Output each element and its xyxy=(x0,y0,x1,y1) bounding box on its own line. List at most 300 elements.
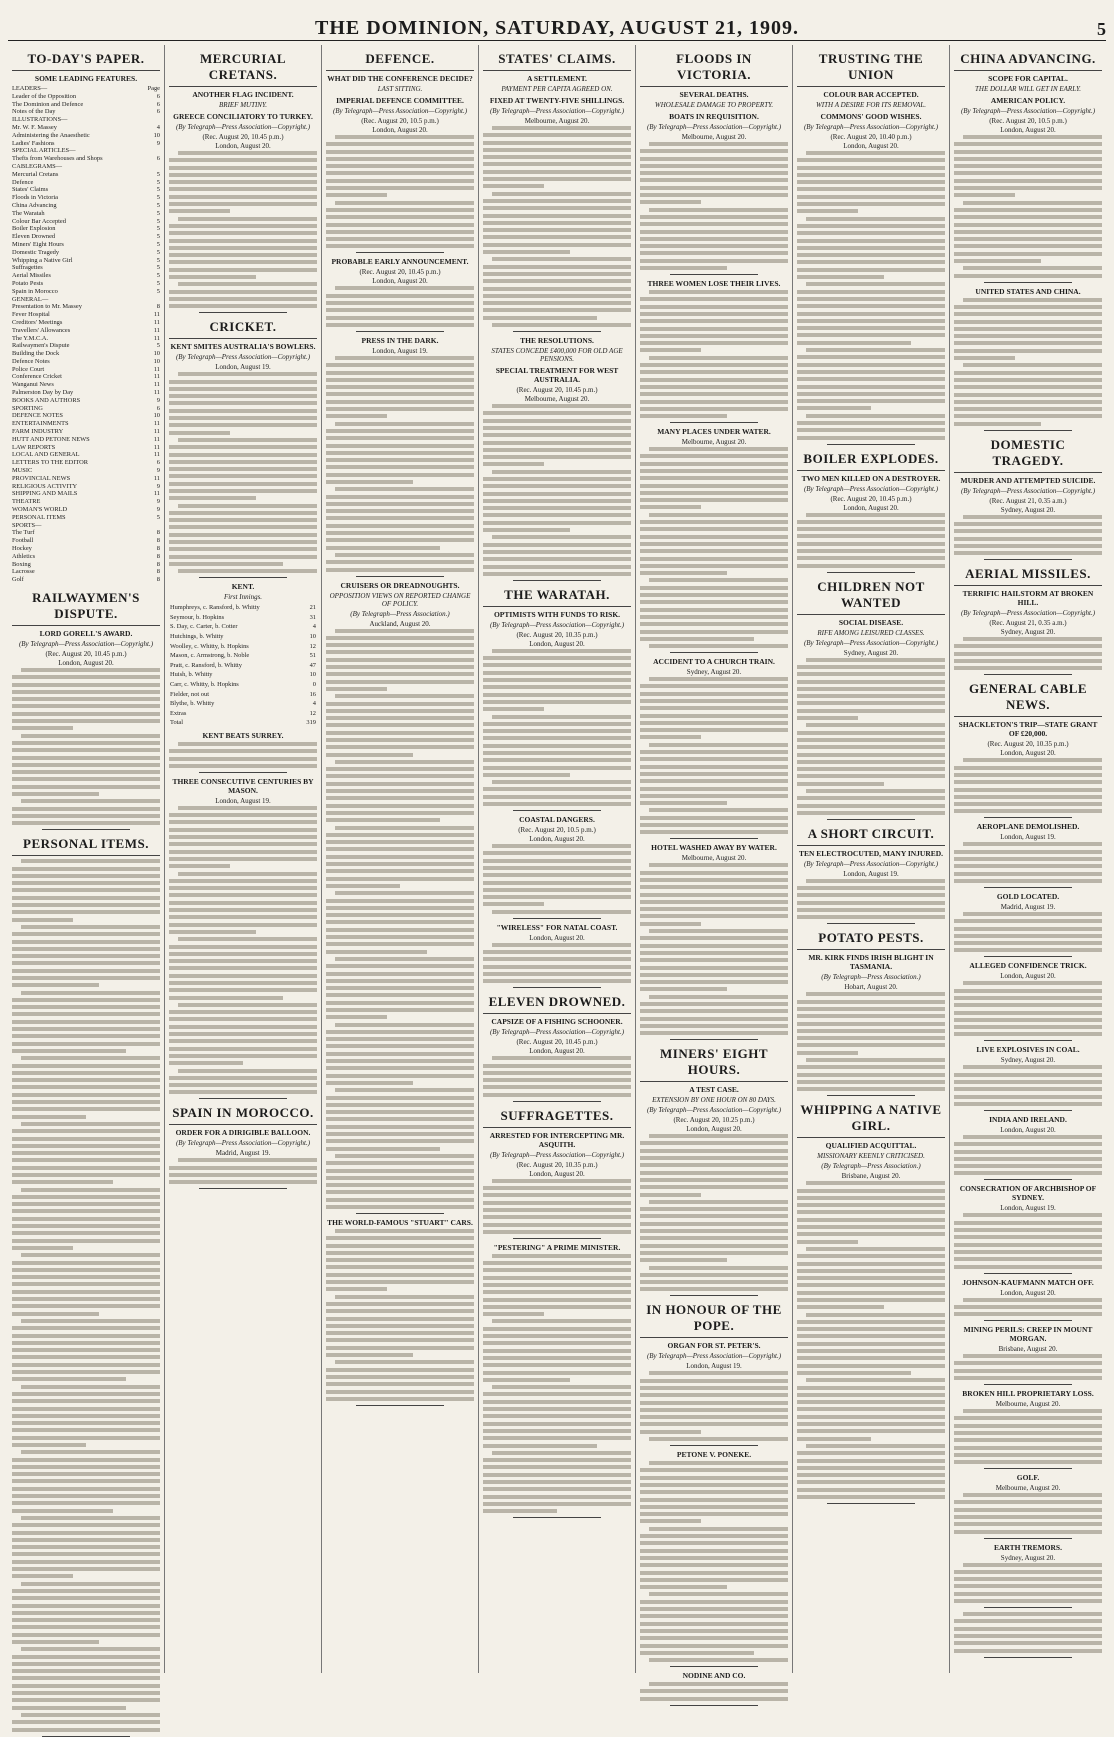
body-text-line xyxy=(12,1625,160,1629)
body-text-line xyxy=(483,1495,631,1499)
body-text-line xyxy=(178,1158,317,1162)
body-text-line xyxy=(12,903,160,907)
body-text-line xyxy=(954,1641,1102,1645)
body-text-line xyxy=(12,683,160,687)
body-text-line xyxy=(954,989,1102,993)
body-text-line xyxy=(483,1085,631,1089)
body-text-line xyxy=(640,1585,727,1589)
body-text-line xyxy=(169,757,317,761)
article-rule xyxy=(670,838,759,839)
body-text-line xyxy=(12,1180,113,1184)
body-text-line xyxy=(169,525,317,529)
body-text-line xyxy=(797,701,945,705)
article-dateline: London, August 20. xyxy=(372,126,428,134)
contents-page: 5 xyxy=(156,513,160,521)
article-rule xyxy=(199,312,288,313)
article-dateline: London, August 19. xyxy=(372,346,428,355)
body-text-line xyxy=(169,850,317,854)
article-subhead-secondary: LAST SITTING. xyxy=(377,85,423,93)
body-text-line xyxy=(954,230,1102,234)
body-text-line xyxy=(954,1431,1102,1435)
article-subhead: PRESS IN THE DARK. xyxy=(361,335,439,345)
article-rule xyxy=(984,1179,1073,1180)
body-text-line xyxy=(797,760,945,764)
body-text-line xyxy=(169,1039,317,1043)
article-rule xyxy=(670,1039,759,1040)
article-rule xyxy=(356,576,445,577)
body-text-line xyxy=(640,1393,788,1397)
body-text-line xyxy=(954,1627,1102,1631)
body-text-line xyxy=(12,1144,160,1148)
body-text-block xyxy=(954,135,1102,278)
contents-page: 11 xyxy=(153,311,160,319)
body-text-line xyxy=(12,1290,160,1294)
article-rule xyxy=(356,1405,445,1406)
column-5 xyxy=(636,45,793,1681)
body-text-line xyxy=(12,1407,160,1411)
body-text-line xyxy=(326,385,474,389)
contents-label: Athletics xyxy=(12,552,36,560)
body-text-line xyxy=(640,297,788,301)
contents-label: Potato Pests xyxy=(12,279,44,287)
body-text-block xyxy=(640,1371,788,1441)
body-text-line xyxy=(169,467,317,471)
contents-row xyxy=(12,350,160,358)
body-text-line xyxy=(483,766,631,770)
body-text-line xyxy=(797,1203,945,1207)
body-text-line xyxy=(326,1052,474,1056)
body-text-line xyxy=(483,1502,631,1506)
body-text-line xyxy=(797,1422,945,1426)
body-text-line xyxy=(954,400,1102,404)
body-text-block xyxy=(640,677,788,834)
article-subhead: MANY PLACES UNDER WATER. xyxy=(657,427,771,437)
body-text-line xyxy=(640,259,788,263)
contents-page: 6 xyxy=(156,459,160,467)
body-text-line xyxy=(326,884,400,888)
contents-row xyxy=(12,553,160,561)
body-text-line xyxy=(12,1078,160,1082)
body-text-line xyxy=(326,516,474,520)
body-text-line xyxy=(640,1408,788,1412)
body-text-line xyxy=(640,615,788,619)
body-text-line xyxy=(326,723,474,727)
contents-row xyxy=(12,257,160,265)
article-rule xyxy=(984,430,1073,431)
body-text-line xyxy=(954,1438,1102,1442)
contents-label: Administering the Anaesthetic xyxy=(12,131,90,139)
contents-page: 11 xyxy=(153,428,160,436)
article-dateline: London, August 20. xyxy=(1000,1125,1056,1134)
article-received: (Rec. August 20, 10.45 p.m.) xyxy=(45,650,127,658)
body-text-line xyxy=(954,1530,1102,1534)
body-text-line xyxy=(640,1163,788,1167)
contents-page: 4 xyxy=(156,123,160,131)
body-text-line xyxy=(335,553,474,557)
article-subhead: WHAT DID THE CONFERENCE DECIDE? xyxy=(327,74,473,83)
body-text-line xyxy=(640,1193,701,1197)
body-text-line xyxy=(640,571,727,575)
body-text-line xyxy=(640,1287,788,1291)
body-text-line xyxy=(649,1437,788,1441)
body-text-line xyxy=(483,492,631,496)
article-subhead: SHACKLETON'S TRIP—STATE GRANT OF £20,000. xyxy=(958,720,1098,739)
body-text-line xyxy=(326,643,474,647)
body-text-line xyxy=(326,1353,413,1357)
body-text-line xyxy=(326,392,474,396)
article-dateline: London, August 20. xyxy=(215,142,271,150)
body-text-line xyxy=(963,1065,1102,1069)
body-text-line xyxy=(483,294,631,298)
article-subhead: JOHNSON-KAUFMANN MATCH OFF. xyxy=(962,1277,1094,1287)
body-text-line xyxy=(169,290,317,294)
contents-page: 5 xyxy=(156,178,160,186)
body-text-line xyxy=(963,1563,1102,1567)
body-text-line xyxy=(640,980,788,984)
body-text-line xyxy=(797,326,945,330)
body-text-line xyxy=(12,1706,126,1710)
body-text-line xyxy=(483,902,544,906)
contents-label: MUSIC xyxy=(12,467,33,475)
body-text-line xyxy=(640,1149,788,1153)
batsman: Carr, c. Whitty, b. Hopkins xyxy=(170,681,239,688)
body-text-line xyxy=(169,166,317,170)
body-text-line xyxy=(326,716,474,720)
body-text-line xyxy=(797,1232,945,1236)
body-text-line xyxy=(12,1436,160,1440)
contents-page: 10 xyxy=(153,131,160,139)
body-text-line xyxy=(954,1460,1102,1464)
body-text-block xyxy=(954,981,1102,1036)
article-credit: (By Telegraph—Press Association—Copyright.) xyxy=(960,107,1096,115)
body-text-line xyxy=(169,409,317,413)
contents-label: PROVINCIAL NEWS xyxy=(12,474,71,482)
body-text-line xyxy=(326,436,474,440)
body-text-line xyxy=(12,1458,160,1462)
body-text-line xyxy=(12,814,160,818)
body-text-line xyxy=(326,407,474,411)
article-dateline: Melbourne, August 20. xyxy=(681,438,747,447)
article-rule xyxy=(984,559,1073,560)
body-text-line xyxy=(954,1369,1102,1373)
contents-row xyxy=(12,296,160,304)
article-dateline: London, August 20. xyxy=(529,933,585,942)
article-subhead: MR. KIRK FINDS IRISH BLIGHT IN TASMANIA. xyxy=(808,953,934,972)
article-rule xyxy=(513,987,602,988)
body-text-line xyxy=(169,268,317,272)
body-text-line xyxy=(640,1636,788,1640)
body-text-line xyxy=(12,1027,160,1031)
contents-label: FARM INDUSTRY xyxy=(12,428,64,436)
body-text-line xyxy=(326,171,474,175)
body-text-line xyxy=(326,150,474,154)
contents-label: The Turf xyxy=(12,529,35,537)
article-rule xyxy=(199,1188,288,1189)
body-text-line xyxy=(797,731,945,735)
body-text-line xyxy=(640,348,701,352)
body-text-line xyxy=(797,341,911,345)
body-text-line xyxy=(12,1370,160,1374)
body-text-line xyxy=(640,327,788,331)
body-text-line xyxy=(12,756,160,760)
article-subhead-secondary: WITH A DESIRE FOR ITS REMOVAL. xyxy=(815,101,927,109)
body-text-line xyxy=(169,401,317,405)
body-text-line xyxy=(640,1644,788,1648)
body-text-line xyxy=(326,1147,440,1151)
article-credit: (By Telegraph—Press Association—Copyright.) xyxy=(803,859,939,868)
body-text-line xyxy=(640,1430,701,1434)
body-text-line xyxy=(797,804,945,808)
body-text-line xyxy=(483,957,631,961)
body-text-line xyxy=(492,126,631,130)
body-text-line xyxy=(326,1331,474,1335)
article-subhead: THE RESOLUTIONS. xyxy=(520,336,594,346)
article-dateline: London, August 20. xyxy=(1000,749,1056,758)
body-text-line xyxy=(954,857,1102,861)
article-rule xyxy=(984,1384,1073,1385)
body-text-line xyxy=(954,1018,1102,1022)
body-text-line xyxy=(12,1509,113,1513)
body-text-line xyxy=(640,564,788,568)
contents-label: Police Court xyxy=(12,365,45,373)
article-rule xyxy=(513,580,602,581)
body-text-line xyxy=(954,644,1102,648)
body-text-line xyxy=(954,1073,1102,1077)
body-text-line xyxy=(483,1509,557,1513)
body-text-line xyxy=(326,1236,474,1240)
runs: 10 xyxy=(309,633,316,641)
contents-page: 11 xyxy=(153,443,160,451)
body-text-block xyxy=(797,513,945,568)
body-text-block xyxy=(954,1612,1102,1652)
body-text-line xyxy=(806,1378,945,1382)
body-text-line xyxy=(797,253,945,257)
body-text-line xyxy=(326,1001,474,1005)
column-headline: FLOODS IN VICTORIA. xyxy=(640,49,788,87)
body-text-line xyxy=(12,1421,160,1425)
article-received: (Rec. August 20, 10.45 p.m.) xyxy=(516,1038,598,1047)
body-text-line xyxy=(640,914,788,918)
runs: 47 xyxy=(309,661,316,669)
body-text-line xyxy=(797,564,945,568)
article-subhead: TWO MEN KILLED ON A DESTROYER. xyxy=(801,473,941,483)
contents-label: WOMAN'S WORLD xyxy=(12,506,68,514)
body-text-line xyxy=(169,1180,317,1184)
body-text-line xyxy=(178,937,317,941)
article-subhead: QUALIFIED ACQUITTAL. xyxy=(825,1141,917,1151)
body-text-line xyxy=(12,1567,160,1571)
body-text-line xyxy=(12,1377,126,1381)
body-text-line xyxy=(483,1392,631,1396)
body-text-line xyxy=(326,1110,474,1114)
contents-row xyxy=(12,163,160,171)
article-dateline: London, August 20. xyxy=(58,659,114,667)
body-text-line xyxy=(954,948,1102,952)
body-text-line xyxy=(483,411,631,415)
body-text-line xyxy=(649,447,788,451)
contents-row xyxy=(12,373,160,381)
body-text-line xyxy=(169,445,317,449)
contents-label: Leader of the Opposition xyxy=(12,92,77,100)
batsman: Humphreys, c. Ransford, b. Whitty xyxy=(170,604,260,612)
body-text-line xyxy=(326,215,474,219)
body-text-line xyxy=(483,1363,631,1367)
article-rule xyxy=(827,1095,916,1096)
body-text-line xyxy=(169,224,317,228)
body-text-line xyxy=(483,1429,631,1433)
body-text-line xyxy=(483,851,631,855)
article-credit: (By Telegraph—Press Association—Copyright.) xyxy=(803,123,939,131)
contents-page: 8 xyxy=(156,568,160,576)
body-text-line xyxy=(640,958,788,962)
body-text-line xyxy=(649,929,788,933)
article-rule xyxy=(670,422,759,423)
body-text-line xyxy=(492,1385,631,1389)
article-rule xyxy=(42,829,131,830)
body-text-line xyxy=(12,1246,73,1250)
article-received: (Rec. August 21, 0.35 a.m.) xyxy=(989,619,1067,628)
body-text-line xyxy=(326,223,474,227)
body-text-line xyxy=(640,178,788,182)
body-text-line xyxy=(169,959,317,963)
contents-label: The Y.M.C.A. xyxy=(12,334,49,342)
body-text-line xyxy=(326,818,440,822)
contents-row xyxy=(12,506,160,514)
body-text-line xyxy=(178,372,317,376)
article-subhead-secondary: BRIEF MUTINY. xyxy=(219,101,267,109)
body-text-line xyxy=(806,992,945,996)
body-text-line xyxy=(640,823,788,827)
body-text-line xyxy=(806,879,945,883)
contents-label: Creditors' Meetings xyxy=(12,318,63,326)
body-text-block xyxy=(483,943,631,983)
body-text-line xyxy=(649,208,788,212)
body-text-line xyxy=(954,150,1102,154)
column-headline: TRUSTING THE UNION xyxy=(797,49,945,87)
body-text-line xyxy=(169,253,317,257)
body-text-line xyxy=(326,913,474,917)
body-text-line xyxy=(12,1596,160,1600)
body-text-line xyxy=(797,680,945,684)
scorecard-title: KENT. xyxy=(231,582,255,592)
body-text-line xyxy=(797,901,945,905)
body-text-line xyxy=(954,934,1102,938)
contents-page: Page xyxy=(147,85,160,92)
body-text-line xyxy=(326,1176,474,1180)
runs: 4 xyxy=(312,623,316,631)
article-subhead: CONSECRATION OF ARCHBISHOP OF SYDNEY. xyxy=(959,1184,1097,1203)
body-text-line xyxy=(326,636,474,640)
body-text-line xyxy=(483,462,544,466)
article-subhead: "WIRELESS" FOR NATAL COAST. xyxy=(496,922,618,932)
article-received: (Rec. August 20, 10.5 p.m.) xyxy=(989,117,1067,125)
body-text-line xyxy=(169,394,317,398)
body-text-line xyxy=(169,966,317,970)
body-text-line xyxy=(12,1604,160,1608)
body-text-line xyxy=(483,678,631,682)
body-text-line xyxy=(326,509,474,513)
body-text-line xyxy=(649,1461,788,1465)
body-text-line xyxy=(483,700,631,704)
body-text-line xyxy=(649,677,788,681)
body-text-block xyxy=(954,758,1102,813)
body-text-line xyxy=(169,988,317,992)
body-text-line xyxy=(640,1185,788,1189)
body-text-line xyxy=(326,972,474,976)
body-text-line xyxy=(797,1429,945,1433)
body-text-line xyxy=(954,1157,1102,1161)
body-text-line xyxy=(492,404,631,408)
body-text-line xyxy=(483,148,631,152)
body-text-line xyxy=(326,363,474,367)
body-text-block xyxy=(954,1065,1102,1105)
body-text-line xyxy=(483,441,631,445)
article-rule xyxy=(984,817,1073,818)
article-subhead: CAPSIZE OF A FISHING SCHOONER. xyxy=(491,1017,623,1027)
body-text-line xyxy=(483,1298,631,1302)
body-text-line xyxy=(169,304,317,308)
body-text-line xyxy=(649,578,788,582)
body-text-line xyxy=(797,1415,945,1419)
body-text-line xyxy=(640,1607,788,1611)
body-text-line xyxy=(954,652,1102,656)
body-text-line xyxy=(640,1009,788,1013)
body-text-line xyxy=(954,1361,1102,1365)
contents-page: 5 xyxy=(156,256,160,264)
body-text-line xyxy=(797,1218,945,1222)
contents-label: THEATRE xyxy=(12,498,41,506)
body-text-line xyxy=(326,1081,413,1085)
body-text-line xyxy=(326,524,474,528)
body-text-line xyxy=(12,1304,160,1308)
body-text-line xyxy=(640,630,788,634)
article-subhead: SCOPE FOR CAPITAL. xyxy=(988,74,1068,83)
body-text-line xyxy=(21,1122,160,1126)
body-text-line xyxy=(169,857,317,861)
body-text-line xyxy=(640,1379,788,1383)
contents-row xyxy=(12,241,160,249)
batsman: Hutchings, b. Whitty xyxy=(170,633,224,641)
body-text-line xyxy=(649,743,788,747)
contents-row xyxy=(12,147,160,155)
body-text-line xyxy=(21,1713,160,1717)
body-text-line xyxy=(483,1261,631,1265)
body-text-line xyxy=(483,1093,631,1097)
body-text-line xyxy=(326,1287,387,1291)
column-7 xyxy=(950,45,1106,1673)
contents-row xyxy=(12,93,160,101)
body-text-line xyxy=(954,1142,1102,1146)
article-subhead: COASTAL DANGERS. xyxy=(519,815,595,825)
body-text-line xyxy=(797,1240,858,1244)
body-text-line xyxy=(326,1346,474,1350)
contents-row xyxy=(12,389,160,397)
body-text-line xyxy=(326,502,474,506)
article-dateline: London, August 20. xyxy=(529,639,585,648)
contents-page: 5 xyxy=(156,240,160,248)
body-text-line xyxy=(483,419,631,423)
body-text-line xyxy=(640,600,788,604)
contents-page: 11 xyxy=(153,318,160,326)
body-text-line xyxy=(483,1193,631,1197)
body-text-line xyxy=(954,179,1102,183)
body-text-line xyxy=(169,886,317,890)
body-text-line xyxy=(640,966,788,970)
body-text-line xyxy=(640,171,788,175)
body-text-line xyxy=(797,716,858,720)
body-text-line xyxy=(954,544,1102,548)
contents-page: 8 xyxy=(156,545,160,553)
